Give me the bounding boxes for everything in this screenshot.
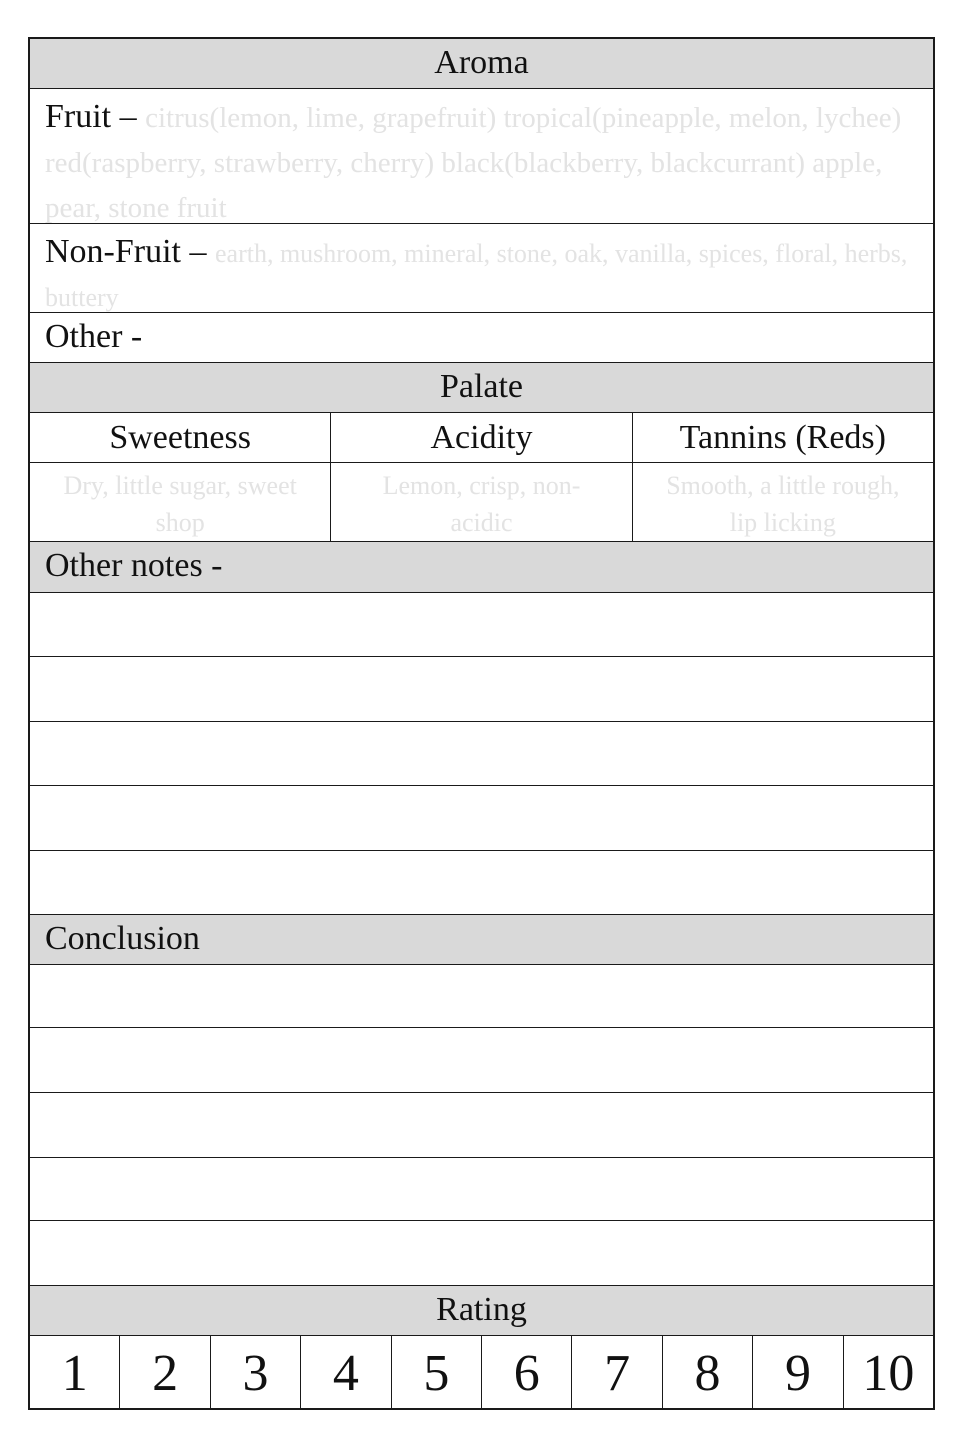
aroma-header xyxy=(30,39,933,89)
other-notes-line[interactable] xyxy=(30,851,933,915)
rating-option-6[interactable]: 6 xyxy=(482,1336,572,1410)
other-notes-line[interactable] xyxy=(30,657,933,722)
conclusion-line[interactable] xyxy=(30,1221,933,1286)
other-notes-title: Other notes - xyxy=(45,547,223,584)
sweetness-hint: Dry, little sugar, sweet shop xyxy=(63,471,297,537)
rating-header xyxy=(30,1286,933,1336)
palate-header xyxy=(30,363,933,413)
acidity-hint: Lemon, crisp, non-acidic xyxy=(382,471,581,537)
conclusion-title: Conclusion xyxy=(45,920,200,957)
fruit-row[interactable] xyxy=(30,89,933,224)
aroma-title: Aroma xyxy=(434,44,529,81)
other-label: Other - xyxy=(45,318,143,355)
tannins-hint: Smooth, a little rough, lip licking xyxy=(666,471,900,537)
conclusion-line[interactable] xyxy=(30,965,933,1028)
rating-title: Rating xyxy=(436,1291,527,1328)
other-notes-line[interactable] xyxy=(30,786,933,851)
sweetness-cell[interactable] xyxy=(30,463,331,541)
fruit-label: Fruit – xyxy=(45,98,137,135)
rating-option-1[interactable]: 1 xyxy=(30,1336,120,1410)
fruit-hint: citrus(lemon, lime, grapefruit) tropical(pineapple, melon, lychee) red(raspberry, strawberry, cherry) black(blackberry, blackcurrant) apple, pear, stone fruit xyxy=(45,102,902,224)
conclusion-line[interactable] xyxy=(30,1158,933,1221)
palate-column-titles xyxy=(30,413,933,463)
wine-tasting-sheet xyxy=(28,37,935,1410)
conclusion-line[interactable] xyxy=(30,1028,933,1093)
palate-hints-row xyxy=(30,463,933,542)
other-notes-header xyxy=(30,542,933,593)
tannins-title: Tannins (Reds) xyxy=(679,419,886,456)
rating-option-3[interactable]: 3 xyxy=(211,1336,301,1410)
palate-title: Palate xyxy=(439,368,524,405)
rating-option-4[interactable]: 4 xyxy=(301,1336,391,1410)
other-row[interactable] xyxy=(30,313,933,363)
conclusion-header xyxy=(30,915,933,965)
other-notes-line[interactable] xyxy=(30,593,933,657)
rating-option-10[interactable]: 10 xyxy=(862,1345,915,1402)
non-fruit-label: Non-Fruit – xyxy=(45,233,207,270)
conclusion-line[interactable] xyxy=(30,1093,933,1158)
non-fruit-row[interactable] xyxy=(30,224,933,313)
rating-option-8[interactable]: 8 xyxy=(663,1336,753,1410)
acidity-cell[interactable] xyxy=(331,463,632,541)
sweetness-title: Sweetness xyxy=(30,413,331,462)
rating-option-2[interactable]: 2 xyxy=(120,1336,210,1410)
rating-option-5[interactable]: 5 xyxy=(392,1336,482,1410)
tannins-cell[interactable] xyxy=(633,463,933,541)
non-fruit-hint: earth, mushroom, mineral, stone, oak, vanilla, spices, floral, herbs, buttery xyxy=(45,239,908,312)
rating-option-7[interactable]: 7 xyxy=(572,1336,662,1410)
rating-option-9[interactable]: 9 xyxy=(753,1336,843,1410)
other-notes-line[interactable] xyxy=(30,722,933,786)
acidity-title: Acidity xyxy=(331,413,632,462)
rating-scale xyxy=(30,1336,933,1410)
